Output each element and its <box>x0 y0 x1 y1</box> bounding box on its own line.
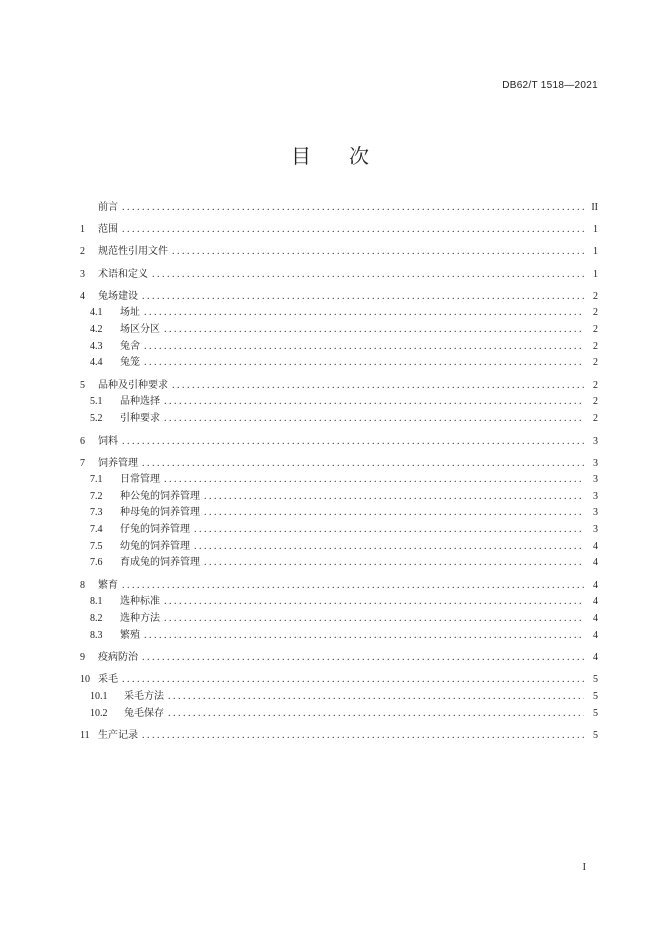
toc-leader-dots <box>144 358 584 368</box>
toc-entry-number: 4.1 <box>90 307 103 319</box>
toc-entry-label: 术语和定义 <box>98 268 148 280</box>
toc-leader-dots <box>194 525 584 535</box>
toc-entry-label: 场址 <box>120 307 140 319</box>
toc-entry[interactable] <box>80 525 598 535</box>
toc-entry-number: 5.2 <box>90 412 103 424</box>
toc-entry-number: 4.3 <box>90 340 103 352</box>
toc-leader-dots <box>122 437 584 447</box>
toc-entry[interactable] <box>80 270 598 280</box>
toc-leader-dots <box>164 325 584 335</box>
toc-entry-page: 2 <box>593 290 598 302</box>
toc-entry[interactable] <box>80 692 598 702</box>
page-number: I <box>582 862 586 873</box>
toc-entry[interactable] <box>80 325 598 335</box>
toc-entry[interactable] <box>80 203 598 213</box>
toc-entry-number: 4 <box>80 290 85 302</box>
toc-entry-label: 幼兔的饲养管理 <box>120 540 190 552</box>
title-char-1: 目 <box>291 144 313 168</box>
page-title <box>0 140 662 169</box>
toc-entry-label: 日常管理 <box>120 474 160 486</box>
toc-leader-dots <box>168 709 584 719</box>
document-code: DB62/T 1518—2021 <box>502 80 598 91</box>
toc-entry-page: 1 <box>593 268 598 280</box>
toc-entry-label: 兔舍 <box>120 340 140 352</box>
toc-leader-dots <box>204 492 584 502</box>
toc-entry-label: 采毛 <box>98 674 118 686</box>
toc-leader-dots <box>204 558 584 568</box>
toc-entry[interactable] <box>80 437 598 447</box>
table-of-contents <box>80 203 598 741</box>
toc-entry[interactable] <box>80 597 598 607</box>
toc-entry-number: 11 <box>80 730 90 742</box>
toc-entry-page: 2 <box>593 323 598 335</box>
toc-entry-number: 7.4 <box>90 524 103 536</box>
toc-leader-dots <box>122 225 584 235</box>
toc-entry-number: 7 <box>80 457 85 469</box>
toc-entry-label: 兔场建设 <box>98 290 138 302</box>
toc-entry-page: 3 <box>593 457 598 469</box>
toc-entry-page: 5 <box>593 674 598 686</box>
toc-leader-dots <box>164 597 584 607</box>
toc-entry-label: 兔笼 <box>120 357 140 369</box>
toc-leader-dots <box>142 292 584 302</box>
toc-entry[interactable] <box>80 731 598 741</box>
toc-entry-label: 饲养管理 <box>98 457 138 469</box>
toc-entry[interactable] <box>80 381 598 391</box>
toc-entry-label: 生产记录 <box>98 730 138 742</box>
toc-entry-label: 引种要求 <box>120 412 160 424</box>
toc-entry[interactable] <box>80 358 598 368</box>
toc-entry-number: 7.6 <box>90 557 103 569</box>
toc-entry-number: 7.1 <box>90 474 103 486</box>
toc-entry[interactable] <box>80 247 598 257</box>
toc-entry[interactable] <box>80 558 598 568</box>
toc-entry-number: 10 <box>80 674 90 686</box>
toc-entry[interactable] <box>80 508 598 518</box>
toc-entry[interactable] <box>80 675 598 685</box>
toc-entry-label: 选种标准 <box>120 596 160 608</box>
toc-entry-label: 范围 <box>98 224 118 236</box>
toc-entry-page: 4 <box>593 540 598 552</box>
toc-entry-number: 3 <box>80 268 85 280</box>
toc-entry-page: 5 <box>593 707 598 719</box>
toc-leader-dots <box>168 692 584 702</box>
toc-leader-dots <box>142 459 584 469</box>
toc-entry-label: 场区分区 <box>120 323 160 335</box>
toc-entry-page: 3 <box>593 524 598 536</box>
toc-leader-dots <box>204 508 584 518</box>
toc-entry[interactable] <box>80 397 598 407</box>
toc-entry-number: 7.3 <box>90 507 103 519</box>
toc-entry-page: II <box>591 202 598 213</box>
toc-entry[interactable] <box>80 614 598 624</box>
toc-entry-page: 4 <box>593 579 598 591</box>
toc-entry-page: 2 <box>593 357 598 369</box>
toc-entry-number: 5.1 <box>90 396 103 408</box>
toc-entry[interactable] <box>80 342 598 352</box>
toc-entry-label: 采毛方法 <box>124 691 164 702</box>
toc-entry-label: 前言 <box>98 202 118 213</box>
toc-leader-dots <box>152 270 584 280</box>
toc-entry-number: 8.3 <box>90 629 103 641</box>
toc-entry-page: 1 <box>593 224 598 236</box>
toc-entry[interactable] <box>80 292 598 302</box>
toc-entry-label: 繁育 <box>98 579 118 591</box>
title-char-2: 次 <box>349 144 371 168</box>
toc-entry-label: 繁殖 <box>120 629 140 641</box>
toc-entry-number: 6 <box>80 435 85 447</box>
toc-entry-label: 种母兔的饲养管理 <box>120 507 200 519</box>
toc-entry[interactable] <box>80 581 598 591</box>
toc-entry[interactable] <box>80 225 598 235</box>
toc-entry-number: 5 <box>80 379 85 391</box>
toc-leader-dots <box>172 247 584 257</box>
toc-entry-label: 育成兔的饲养管理 <box>120 557 200 569</box>
toc-entry-number: 8 <box>80 579 85 591</box>
toc-entry-label: 仔兔的饲养管理 <box>120 524 190 536</box>
toc-entry-number: 7.5 <box>90 540 103 552</box>
toc-entry[interactable] <box>80 492 598 502</box>
toc-entry-page: 4 <box>593 557 598 569</box>
toc-entry-number: 1 <box>80 224 85 236</box>
toc-entry-page: 3 <box>593 435 598 447</box>
toc-entry-page: 2 <box>593 412 598 424</box>
toc-entry-label: 疫病防治 <box>98 652 138 664</box>
toc-entry-label: 规范性引用文件 <box>98 246 168 258</box>
toc-entry-page: 2 <box>593 396 598 408</box>
toc-entry-number: 2 <box>80 246 85 258</box>
toc-entry-label: 种公兔的饲养管理 <box>120 490 200 502</box>
toc-entry[interactable] <box>80 459 598 469</box>
toc-entry-number: 9 <box>80 652 85 664</box>
toc-entry-number: 4.2 <box>90 323 103 335</box>
toc-entry-number: 10.1 <box>90 691 108 702</box>
toc-entry-number: 4.4 <box>90 357 103 369</box>
toc-entry-label: 品种及引种要求 <box>98 379 168 391</box>
toc-entry[interactable] <box>80 631 598 641</box>
toc-entry-page: 2 <box>593 307 598 319</box>
toc-entry-page: 4 <box>593 629 598 641</box>
toc-entry[interactable] <box>80 709 598 719</box>
toc-entry[interactable] <box>80 414 598 424</box>
toc-entry[interactable] <box>80 308 598 318</box>
toc-leader-dots <box>122 675 584 685</box>
toc-entry-page: 2 <box>593 379 598 391</box>
toc-entry-page: 3 <box>593 474 598 486</box>
toc-leader-dots <box>144 308 584 318</box>
toc-entry-number: 10.2 <box>90 707 108 719</box>
toc-entry-page: 4 <box>593 652 598 664</box>
toc-entry-page: 5 <box>593 691 598 702</box>
toc-leader-dots <box>164 614 584 624</box>
toc-leader-dots <box>164 414 584 424</box>
toc-entry-page: 2 <box>593 340 598 352</box>
toc-leader-dots <box>122 581 584 591</box>
toc-leader-dots <box>164 397 584 407</box>
toc-entry-page: 3 <box>593 490 598 502</box>
toc-entry-page: 5 <box>593 730 598 742</box>
toc-leader-dots <box>164 475 584 485</box>
toc-leader-dots <box>144 631 584 641</box>
toc-entry-page: 1 <box>593 246 598 258</box>
toc-leader-dots <box>122 203 584 213</box>
toc-leader-dots <box>194 542 584 552</box>
toc-entry[interactable] <box>80 475 598 485</box>
toc-entry-label: 品种选择 <box>120 396 160 408</box>
toc-leader-dots <box>142 731 584 741</box>
toc-entry-number: 7.2 <box>90 490 103 502</box>
toc-leader-dots <box>142 653 584 663</box>
toc-leader-dots <box>144 342 584 352</box>
toc-entry[interactable] <box>80 653 598 663</box>
toc-entry-label: 兔毛保存 <box>124 707 164 719</box>
toc-entry-page: 4 <box>593 613 598 625</box>
toc-entry[interactable] <box>80 542 598 552</box>
toc-entry-page: 4 <box>593 596 598 608</box>
toc-entry-page: 3 <box>593 507 598 519</box>
toc-entry-number: 8.2 <box>90 613 103 625</box>
toc-leader-dots <box>172 381 584 391</box>
toc-entry-label: 选种方法 <box>120 613 160 625</box>
toc-entry-number: 8.1 <box>90 596 103 608</box>
toc-entry-label: 饲料 <box>98 435 118 447</box>
